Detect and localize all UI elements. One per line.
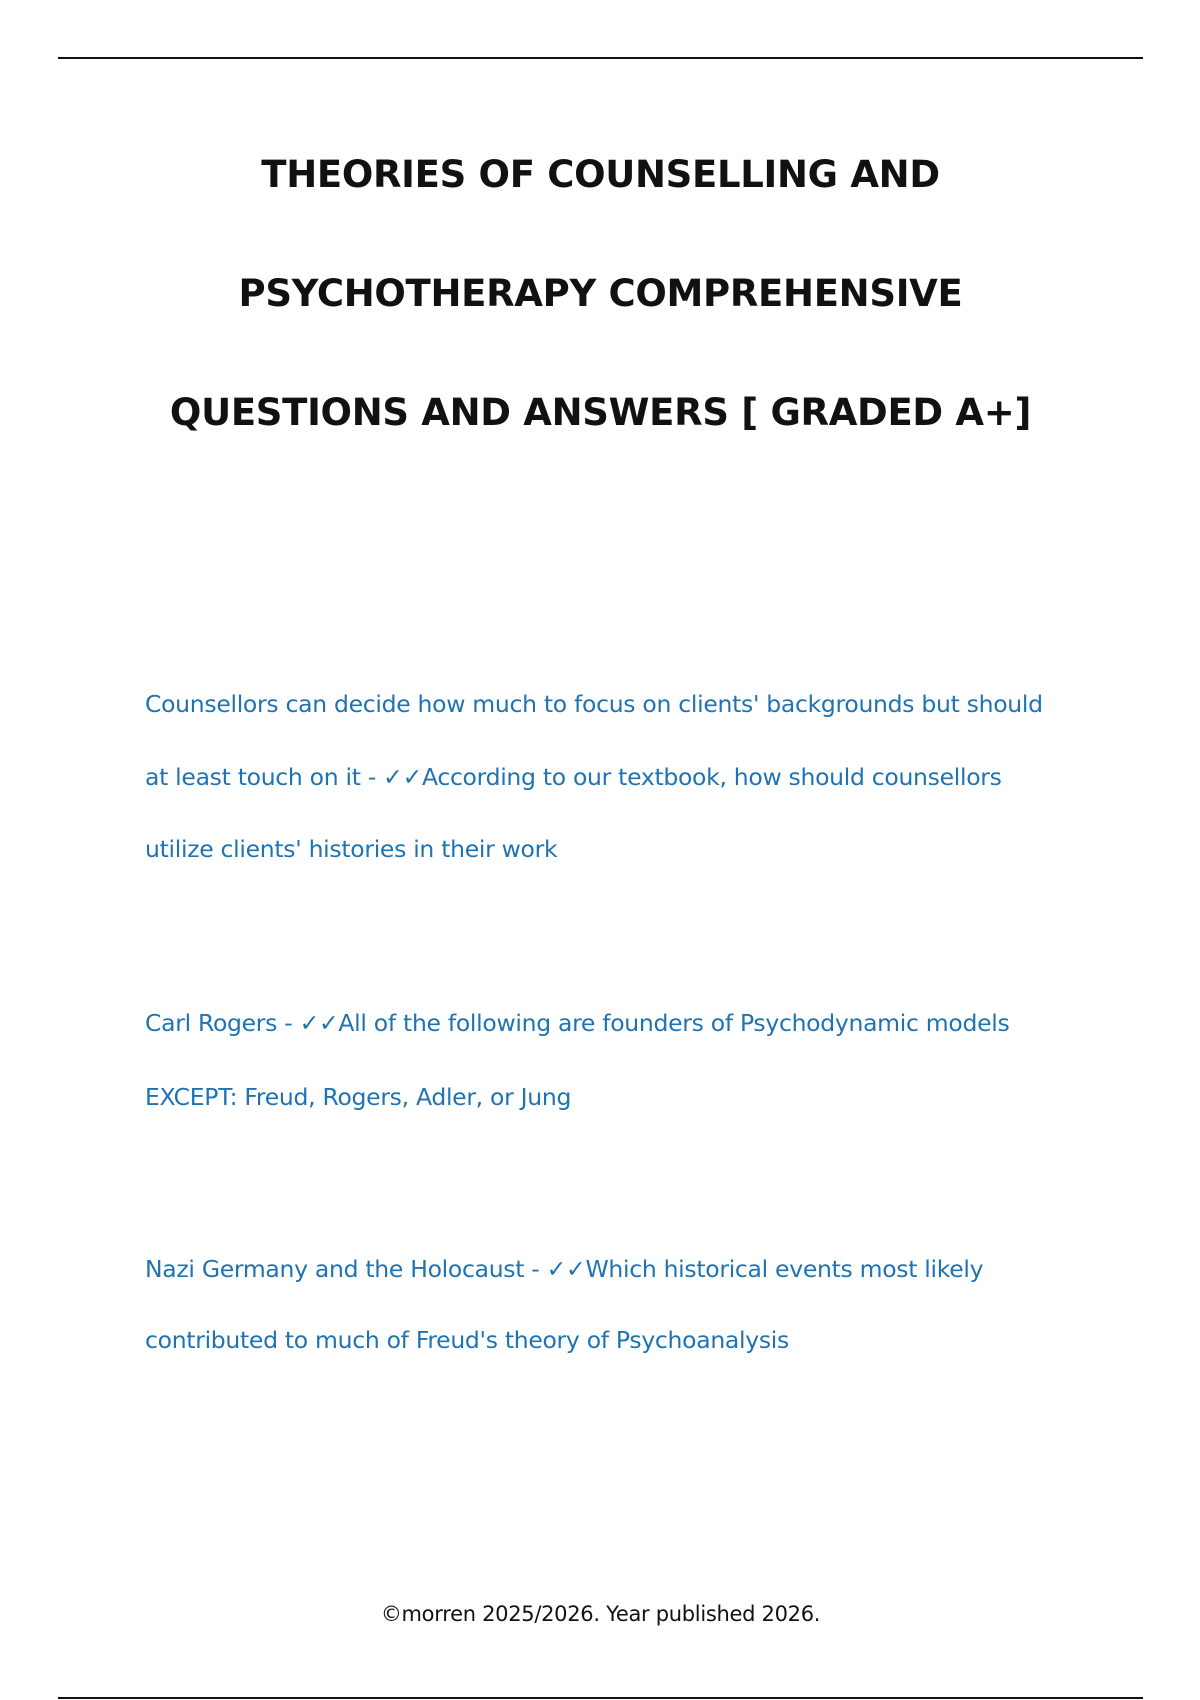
qa-item-1-line-1: Counsellors can decide how much to focus on clients' backgrounds but should	[145, 690, 1043, 718]
qa-item-2-line-1: Carl Rogers - ✓✓All of the following are founders of Psychodynamic models	[145, 1009, 1010, 1037]
title-line-2: PSYCHOTHERAPY COMPREHENSIVE	[238, 272, 963, 315]
copyright-footer: ©morren 2025/2026. Year published 2026.	[380, 1602, 821, 1626]
document-title	[58, 138, 1143, 495]
qa-item-1-line-3: utilize clients' histories in their work	[145, 835, 558, 863]
title-line-1: THEORIES OF COUNSELLING AND	[261, 153, 940, 196]
qa-item-3-line-1: Nazi Germany and the Holocaust - ✓✓Which historical events most likely	[145, 1255, 984, 1283]
header-rule	[58, 57, 1143, 59]
qa-item-3	[145, 1249, 1045, 1391]
qa-item-1-line-2: at least touch on it - ✓✓According to our textbook, how should counsellors	[145, 762, 1002, 791]
qa-item-1	[145, 684, 1045, 902]
qa-item-2-line-2: EXCEPT: Freud, Rogers, Adler, or Jung	[145, 1082, 572, 1111]
qa-item-3-line-2: contributed to much of Freud's theory of Psychoanalysis	[145, 1326, 789, 1354]
title-line-3: QUESTIONS AND ANSWERS [ GRADED A+]	[169, 391, 1032, 434]
footer-rule	[58, 1697, 1143, 1699]
qa-item-2	[145, 1003, 1045, 1150]
